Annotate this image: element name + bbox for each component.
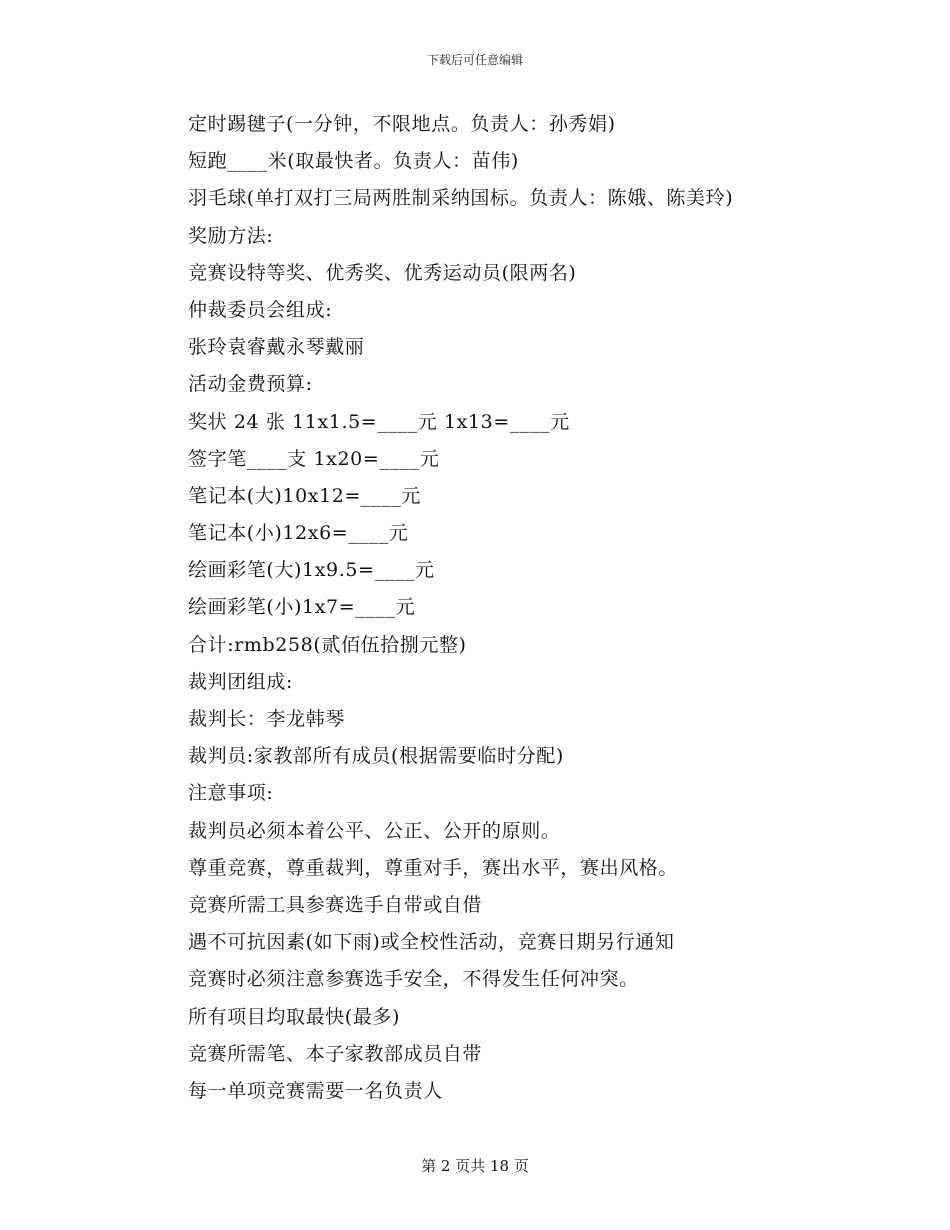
- text-line: 裁判员:家教部所有成员(根据需要临时分配): [188, 745, 564, 768]
- budget-line: 签字笔____支 1x20=____元: [188, 447, 440, 470]
- section-heading: 仲裁委员会组成:: [188, 298, 333, 321]
- section-heading: 奖励方法:: [188, 224, 274, 247]
- text-line: 裁判长：李龙韩琴: [188, 708, 345, 730]
- budget-line: 笔记本(大)10x12=____元: [188, 484, 422, 507]
- text-line: 竞赛设特等奖、优秀奖、优秀运动员(限两名): [188, 261, 577, 284]
- document-body: [188, 106, 888, 1110]
- text-line: 定时踢毽子(一分钟，不限地点。负责人：孙秀娟): [188, 113, 616, 135]
- budget-line: 奖状 24 张 11x1.5=____元 1x13=____元: [188, 410, 570, 433]
- text-line: 每一单项竞赛需要一名负责人: [188, 1079, 443, 1102]
- section-heading: 活动金费预算:: [188, 373, 313, 396]
- text-line: 遇不可抗因素(如下雨)或全校性活动，竞赛日期另行通知: [188, 931, 675, 954]
- text-line: 羽毛球(单打双打三局两胜制采纳国标。负责人：陈娥、陈美玲): [188, 187, 734, 210]
- section-heading: 裁判团组成:: [188, 670, 294, 693]
- page-footer: 第 2 页共 18 页: [421, 1157, 529, 1175]
- budget-line: 绘画彩笔(大)1x9.5=____元: [188, 559, 435, 582]
- text-line: 竞赛所需笔、本子家教部成员自带: [188, 1042, 483, 1065]
- budget-line: 绘画彩笔(小)1x7=____元: [188, 596, 416, 619]
- section-heading: 注意事项:: [188, 782, 274, 805]
- budget-line: 笔记本(小)12x6=____元: [188, 522, 409, 545]
- text-line: 所有项目均取最快(最多): [188, 1005, 401, 1028]
- text-line: 尊重竞赛，尊重裁判，尊重对手，赛出水平，赛出风格。: [188, 856, 679, 879]
- budget-total: 合计:rmb258(贰佰伍拾捌元整): [188, 633, 467, 656]
- text-line: 竞赛时必须注意参赛选手安全，不得发生任何冲突。: [188, 968, 639, 991]
- text-line: 裁判员必须本着公平、公正、公开的原则。: [188, 819, 561, 842]
- text-line: 竞赛所需工具参赛选手自带或自借: [188, 893, 483, 916]
- text-line: 短跑____米(取最快者。负责人：苗伟): [188, 150, 519, 173]
- text-line: 张玲袁睿戴永琴戴丽: [188, 336, 365, 359]
- page-header: 下载后可任意编辑: [426, 53, 523, 67]
